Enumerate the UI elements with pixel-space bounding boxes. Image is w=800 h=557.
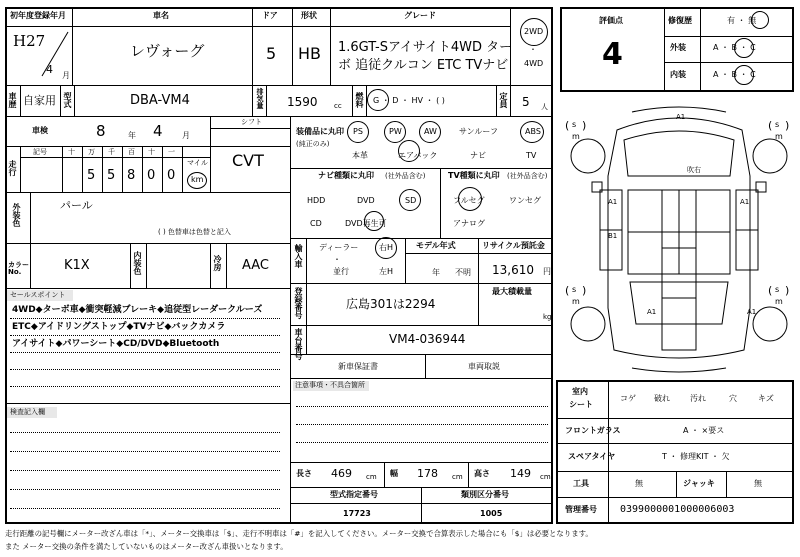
navi-sd: SD <box>405 196 417 205</box>
model-year-value: 不明 <box>455 268 471 277</box>
shift-label: シフト <box>241 118 262 126</box>
seat-label-2: シート <box>569 400 593 409</box>
equip-airbag: エアバック <box>398 151 438 160</box>
mileage-digit: 0 <box>167 168 176 183</box>
wheel-mark: s <box>775 285 780 294</box>
exterior-label: 外装 <box>670 43 686 52</box>
import-dealer: ディーラー <box>319 243 359 252</box>
selling-point-line: ETC◆アイドリングストップ◆TVナビ◆バックカメラ <box>12 322 226 332</box>
mileage-digit-label-sym: 記号 <box>33 148 47 156</box>
equip-pw: PW <box>389 127 402 136</box>
capacity-unit: 人 <box>541 103 548 111</box>
equip-abs-circle <box>520 121 544 143</box>
damage-mark-hood: 吹右 <box>687 166 701 174</box>
length-label: 長さ <box>296 469 312 478</box>
import-rh-circle <box>375 237 397 259</box>
selling-point-line: アイサイト◆パワーシート◆CD/DVD◆Bluetooth <box>12 339 220 349</box>
wheel-paren: ) <box>785 284 790 297</box>
max-load-label: 最大積載量 <box>492 287 532 296</box>
color-label: 外装色 <box>12 203 21 227</box>
first-reg-label: 初年度登録年月 <box>10 11 66 20</box>
tv-note: (社外品含む) <box>507 172 548 180</box>
displacement-label: 排気量 <box>256 88 264 109</box>
damage-mark-a1-left: A1 <box>608 198 618 206</box>
import-parallel: 並行 <box>333 267 349 276</box>
capacity-value: 5 <box>522 95 530 109</box>
mileage-digit-label-juu: 十 <box>148 148 155 156</box>
height-label: 高さ <box>474 469 490 478</box>
mileage-digit: 5 <box>107 168 116 183</box>
equip-sunroof: サンルーフ <box>459 127 498 136</box>
manual: 車両取説 <box>468 362 500 371</box>
equip-aw: AW <box>424 127 437 136</box>
repaint-note: ( ) 色替車は色替と記入 <box>158 228 231 236</box>
wheel-paren: ) <box>785 119 790 132</box>
chassis-value: VM4-036944 <box>389 332 466 346</box>
wheel-mark: m <box>572 132 580 141</box>
selling-point-line: 4WD◆ターボ車◆衝突軽減ブレーキ◆追従型レーダークルーズ <box>12 305 263 315</box>
mileage-digit: 5 <box>87 168 96 183</box>
mileage-unit-km: km <box>191 175 204 184</box>
exterior-options: A ・ B ・ C <box>713 43 756 52</box>
category-value: 1005 <box>480 509 503 518</box>
car-name-label: 車名 <box>153 11 169 20</box>
tools-value: 無 <box>635 479 643 488</box>
import-right-hand: 右H <box>379 243 394 252</box>
ac-label: 冷房 <box>213 255 222 271</box>
seat-item: 穴 <box>729 394 737 403</box>
inspection-month: 4 <box>153 122 163 140</box>
mileage-digit-label-sen: 千 <box>108 148 115 156</box>
wheel-mark: s <box>775 120 780 129</box>
repair-history-label: 修復歴 <box>668 16 692 25</box>
height-value: 149 <box>510 467 531 480</box>
inspection-year: 8 <box>96 122 106 140</box>
mileage-digit-label-ichi: 一 <box>168 148 175 156</box>
chassis-label: 車台番号 <box>294 328 303 360</box>
recycle-value: 13,610 <box>492 263 534 277</box>
footer-note-2: また メーター交換の条件を満たしていないものはメーター改ざん車扱いとなります。 <box>5 542 288 551</box>
score-value: 4 <box>602 37 623 72</box>
type-designation-value: 17723 <box>343 509 371 518</box>
wheel-paren: ( <box>565 119 570 132</box>
equip-leather: 本革 <box>352 151 368 160</box>
navi-dvd: DVD <box>357 196 375 205</box>
spare-tire-label: スペアタイヤ <box>568 452 616 461</box>
equipment-sublabel: (純正のみ) <box>296 140 330 148</box>
equip-pw-circle <box>384 121 406 143</box>
navi-dvd-play-circle <box>364 211 384 231</box>
recycle-label: リサイクル預託金 <box>482 241 545 250</box>
import-dot: ・ <box>333 255 341 264</box>
shape-label: 形状 <box>301 11 317 20</box>
interior-options: A ・ B ・ C <box>713 70 756 79</box>
fuel-g-circle <box>367 89 389 111</box>
selling-points-label: セールスポイント <box>10 291 66 299</box>
category-label: 類別区分番号 <box>461 490 509 499</box>
mileage-unit-mile: マイル <box>187 159 208 167</box>
navi-note: (社外品含む) <box>385 172 426 180</box>
model-value: DBA-VM4 <box>130 93 190 108</box>
width-label: 幅 <box>390 469 398 478</box>
mileage-digit-label-10man: 十 <box>68 148 75 156</box>
equip-ps: PS <box>353 127 363 136</box>
grade-line-1: 1.6GT-Sアイサイト4WD ター <box>338 40 513 55</box>
model-year-unit: 年 <box>432 268 440 277</box>
fuel-label: 燃料 <box>355 92 364 108</box>
mileage-digit-label-man: 万 <box>88 148 95 156</box>
jack-label: ジャッキ <box>683 479 715 488</box>
length-unit: cm <box>366 473 377 481</box>
wheel-mark: s <box>572 285 577 294</box>
width-value: 178 <box>417 467 438 480</box>
capacity-label: 定員 <box>499 92 508 108</box>
wheel-paren: ) <box>582 119 587 132</box>
navi-sd-circle <box>399 189 421 211</box>
navi-cd: CD <box>310 219 322 228</box>
wheel-mark: m <box>572 297 580 306</box>
exterior-b-circle <box>734 38 754 58</box>
drive-dot: ・ <box>529 45 537 54</box>
navi-label: ナビ種類に丸印 <box>318 171 374 180</box>
damage-mark-a1-roof-front: A1 <box>676 113 686 121</box>
type-designation-label: 型式指定番号 <box>330 490 378 499</box>
management-value: 0399000001000006003 <box>620 504 735 515</box>
first-reg-month: 4 <box>46 63 53 76</box>
notes-label: 注意事項・不具合箇所 <box>295 381 365 389</box>
color-code-label: カラーNo. <box>8 261 29 276</box>
tv-analog: アナログ <box>453 219 485 228</box>
wheel-mark: m <box>775 132 783 141</box>
tv-fullseg-circle <box>458 187 482 211</box>
tv-fullseg: フルセグ <box>453 196 485 205</box>
usage-label: 車歴 <box>8 92 17 108</box>
drive-4wd: 4WD <box>524 59 544 68</box>
damage-mark-a1-right: A1 <box>740 198 750 206</box>
import-label: 輸入車 <box>294 244 303 268</box>
mileage-digit: 0 <box>147 168 156 183</box>
car-damage-diagram <box>562 98 796 378</box>
windshield-label: フロントガラス <box>565 426 621 435</box>
navi-hdd: HDD <box>307 196 326 205</box>
wheel-paren: ) <box>582 284 587 297</box>
fuel-options: G ・ D ・ HV ・ ( ) <box>373 96 445 105</box>
inspection-label: 車検 <box>32 126 48 135</box>
import-left-hand: 左H <box>379 267 394 276</box>
seat-label-1: 室内 <box>572 387 588 396</box>
seat-item: キズ <box>758 394 774 403</box>
mileage-digit: 8 <box>127 168 136 183</box>
doors-label: ドア <box>262 11 278 20</box>
equip-abs: ABS <box>525 127 541 136</box>
grade-label: グレード <box>404 11 436 20</box>
reg-no-value: 広島301は2294 <box>346 297 436 311</box>
model-label: 型式 <box>63 92 72 108</box>
equip-navi: ナビ <box>470 151 486 160</box>
equipment-label: 装備品に丸印 <box>296 127 344 136</box>
shift-value: CVT <box>232 151 264 170</box>
inspection-year-unit: 年 <box>128 131 136 140</box>
tv-label: TV種類に丸印 <box>448 171 500 180</box>
model-year-label: モデル年式 <box>416 241 456 250</box>
damage-mark-b1-left: B1 <box>608 232 618 240</box>
ac-value: AAC <box>242 258 269 273</box>
wheel-paren: ( <box>768 119 773 132</box>
length-value: 469 <box>331 467 352 480</box>
repair-none-circle <box>751 11 769 29</box>
score-label: 評価点 <box>599 16 623 25</box>
navi-dvd-play: DVD再生可 <box>345 219 387 228</box>
grade-line-2: ボ 追従クルコン ETC TVナビ <box>338 58 509 73</box>
usage-value: 自家用 <box>23 94 56 107</box>
wheel-mark: s <box>572 120 577 129</box>
mileage-digit-label-hyaku: 百 <box>128 148 135 156</box>
wheel-paren: ( <box>768 284 773 297</box>
reg-no-label: 登録番号 <box>294 287 303 319</box>
width-unit: cm <box>452 473 463 481</box>
wheel-mark: m <box>775 297 783 306</box>
seat-item: 汚れ <box>690 394 706 403</box>
jack-value: 無 <box>754 479 762 488</box>
displacement-value: 1590 <box>287 95 318 109</box>
first-reg-month-unit: 月 <box>62 71 70 80</box>
equip-ps-circle <box>347 121 369 143</box>
mileage-label: 走行 <box>8 160 17 176</box>
equip-aw-circle <box>419 121 441 143</box>
seat-item: コゲ <box>620 394 636 403</box>
interior-label: 内装 <box>670 70 686 79</box>
new-warranty: 新車保証書 <box>338 362 378 371</box>
repair-history-options: 有 ・ 無 <box>727 16 757 25</box>
damage-mark-a1-rear-right: A1 <box>747 308 757 316</box>
tools-label: 工具 <box>573 479 589 488</box>
max-load-unit: kg <box>543 313 552 321</box>
wheel-paren: ( <box>565 284 570 297</box>
inspection-notes-label: 検査記入欄 <box>10 408 45 416</box>
shape-value: HB <box>298 44 322 63</box>
color-code-value: K1X <box>64 258 90 273</box>
management-label: 管理番号 <box>565 505 597 514</box>
tv-oneseg: ワンセグ <box>509 196 541 205</box>
height-unit: cm <box>540 473 551 481</box>
footer-note-1: 走行距離の記号欄にメーター改ざん車は「*」、メーター交換車は「$」、走行不明車は「#」を記入してください。メーター交換で合算表示した場合にも「$」は必要となります。 <box>5 529 593 538</box>
drive-2wd: 2WD <box>524 27 544 36</box>
windshield-options: A ・ ×要ス <box>683 426 725 435</box>
car-name: レヴォーグ <box>130 42 205 60</box>
damage-mark-a1-rear-left: A1 <box>647 308 657 316</box>
displacement-unit: cc <box>334 102 342 110</box>
equip-tv: TV <box>526 151 537 160</box>
spare-tire-options: T ・ 修理KIT ・ 欠 <box>662 452 730 461</box>
interior-color-label: 内装色 <box>133 251 142 275</box>
equip-airbag-circle <box>398 140 420 162</box>
inspection-month-unit: 月 <box>182 131 190 140</box>
color-value: パール <box>60 199 93 212</box>
recycle-unit: 円 <box>543 267 551 276</box>
doors-value: 5 <box>266 44 277 63</box>
seat-item: 破れ <box>654 394 670 403</box>
interior-b-circle <box>734 65 754 85</box>
first-reg-era-year: H27 <box>13 32 46 50</box>
